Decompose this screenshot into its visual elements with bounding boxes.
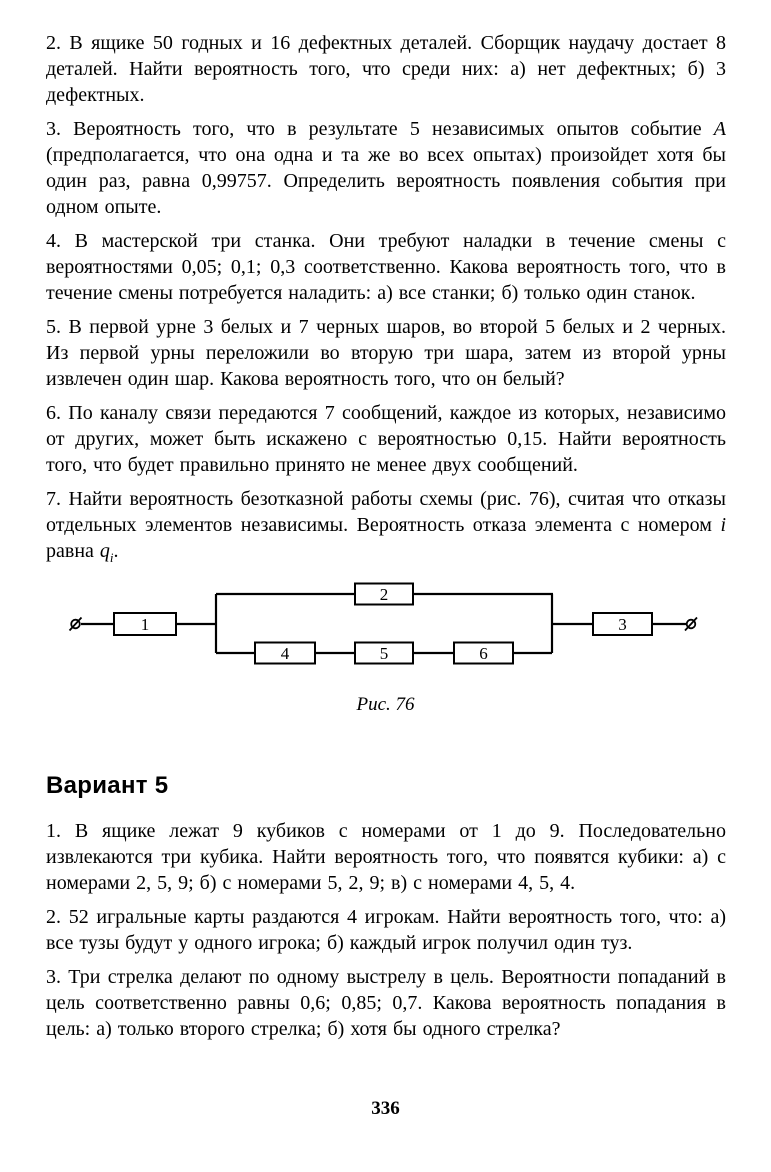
variant-5-heading: Вариант 5 [46,772,169,799]
circuit-figure [0,580,771,716]
page-number: 336 [371,1098,400,1119]
variant5-problem-1: 1. В ящике лежат 9 кубиков с номерами от 1 до 9. Последовательно извлекаются три кубика. Найти вероятность того, что появятся кубики: а) с номерами 2, 5, 9; б) с номерами 5, 2, 9; в) с номерами 4, 5, 4. [46,820,726,894]
problem-7-text-cont: равна [46,540,100,562]
circuit-diagram [0,580,771,672]
problem-3-text: 3. Вероятность того, что в результате 5 независимых опытов событие [46,118,714,140]
diagram-box-3-label: 3 [618,615,627,634]
problem-2: 2. В ящике 50 годных и 16 дефектных деталей. Сборщик наудачу достает 8 деталей. Найти вероятность того, что среди них: а) нет дефектных; б) 3 дефектных. [46,32,726,106]
variant5-problem-3: 3. Три стрелка делают по одному выстрелу в цель. Вероятности попаданий в цель соответственно равны 0,6; 0,85; 0,7. Какова вероятность попадания в цель: а) только второго стрелка; б) хотя бы одного стрелка? [46,966,726,1040]
diagram-box-2-label: 2 [379,585,389,604]
terminal-left-icon [70,618,82,631]
problem-7-end: . [113,540,119,562]
diagram-box-1-label: 1 [140,615,150,634]
problem-3-text-cont: (предполагается, что она одна и та же во всех опытах) произойдет хотя бы один раз, равна 0,99757. Определить вероятность появления события при одном опыте. [46,144,726,218]
problem-6: 6. По каналу связи передаются 7 сообщений, каждое из которых, независимо от других, может быть искажено с вероятностью 0,15. Найти вероятность того, что будет правильно принято не менее двух сообщений. [46,402,726,476]
math-var-i: i [720,514,726,536]
diagram-box-5-label: 5 [379,644,389,663]
variant5-problem-2: 2. 52 игральные карты раздаются 4 игрокам. Найти вероятность того, что: а) все тузы будут у одного игрока; б) каждый игрок получил один туз. [46,906,726,954]
figure-caption: Рис. 76 [356,694,415,715]
diagram-box-4-label: 4 [280,644,290,663]
diagram-box-6-label: 6 [479,644,488,663]
math-var-q: q [99,540,110,562]
problem-3 [46,116,726,220]
terminal-right-icon [685,618,697,631]
math-var-A: A [713,118,726,140]
problem-7-text: 7. Найти вероятность безотказной работы схемы (рис. 76), считая что отказы отдельных элементов независимы. Вероятность отказа элемента с номером [46,488,726,536]
problem-4: 4. В мастерской три станка. Они требуют наладки в течение смены с вероятностями 0,05; 0,1; 0,3 соответственно. Какова вероятность того, что в течение смены потребуется наладить: а) все станки; б) только один станок. [46,230,726,304]
problem-7 [46,486,726,564]
math-var-q-subscript: i [109,550,114,565]
problem-5: 5. В первой урне 3 белых и 7 черных шаров, во второй 5 белых и 2 черных. Из первой урны переложили во вторую три шара, затем из второй урны извлечен один шар. Какова вероятность того, что он белый? [46,316,726,390]
